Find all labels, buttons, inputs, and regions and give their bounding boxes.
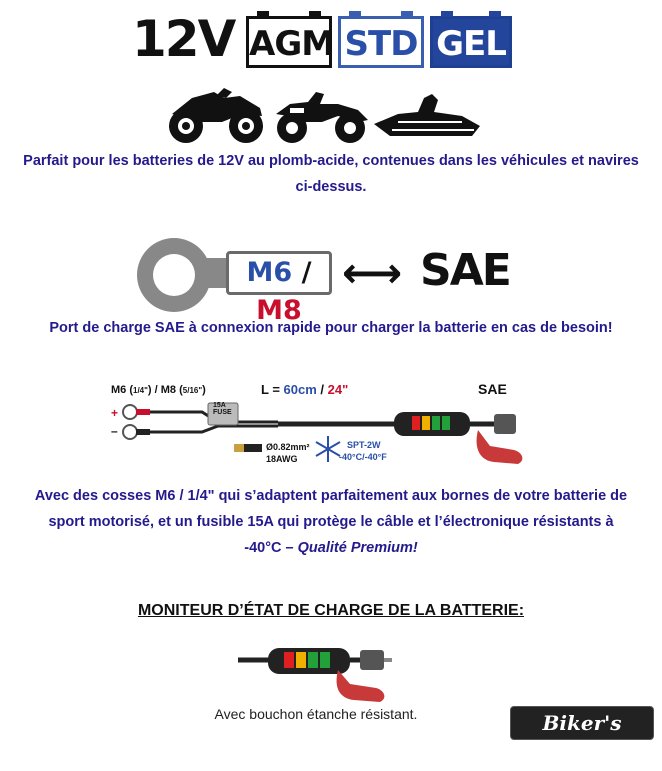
vehicles-illustration	[162, 84, 492, 146]
length-cm: 60cm	[283, 382, 317, 397]
wire-awg: 18AWG	[266, 454, 298, 464]
m6-label: M6	[246, 257, 293, 288]
sae-connector-icon	[494, 414, 516, 434]
size-label-part: )	[202, 384, 206, 396]
ring-terminal-hole	[153, 254, 195, 296]
premium-text: Qualité Premium!	[297, 540, 418, 556]
features-line-1: Avec des cosses M6 / 1/4" qui s’adaptent parfaitement aux bornes de votre batterie de	[34, 488, 628, 504]
motorcycle-icon	[169, 88, 263, 143]
double-arrow-icon: ⟷	[342, 248, 403, 297]
store-watermark: Biker's Store	[510, 706, 654, 740]
battery-terminal	[489, 11, 501, 17]
temp-spec	[339, 439, 387, 463]
agm-battery-icon	[246, 16, 335, 68]
ring-terminal-positive	[123, 405, 150, 419]
terminal-size-label	[111, 384, 206, 396]
gel-battery-icon	[430, 16, 512, 68]
fuse-amp: 15A	[213, 402, 226, 409]
minus-sign: –	[111, 424, 118, 438]
monitor-title: MONITEUR D’ÉTAT DE CHARGE DE LA BATTERIE:	[137, 602, 525, 619]
size-fraction: 5/16"	[182, 386, 203, 395]
size-label-part: M6 (	[111, 384, 133, 396]
std-battery-icon	[338, 16, 424, 68]
battery-terminal	[349, 11, 361, 17]
std-label: STD	[344, 24, 418, 64]
agm-label: AGM	[249, 24, 335, 64]
size-fraction: 1/4"	[133, 386, 148, 395]
fuse-label	[213, 402, 232, 416]
gel-label: GEL	[436, 24, 506, 64]
jetski-icon	[374, 94, 480, 136]
m8-label: M8	[256, 295, 302, 326]
snowflake-icon	[316, 436, 340, 462]
ring-terminal-tab	[200, 258, 228, 288]
wire-diameter: Ø0.82mm²	[266, 442, 310, 452]
cap-caption: Avec bouchon étanche résistant.	[214, 706, 418, 722]
monitor-illustration	[238, 640, 418, 704]
size-label-part: ) / M8 (	[147, 384, 183, 396]
cable-sae-label: SAE	[478, 381, 507, 397]
length-inch: 24"	[327, 382, 349, 397]
sae-port-text: Port de charge SAE à connexion rapide pour charger la batterie en cas de besoin!	[49, 320, 613, 336]
compatibility-text: Parfait pour les batteries de 12V au plomb-acide, contenues dans les véhicules et navires ci-dessus.	[23, 153, 639, 195]
battery-terminal	[309, 11, 321, 17]
spt-label: SPT-2W	[347, 440, 381, 450]
features-line-2: sport motorisé, et un fusible 15A qui protège le câble et l’électronique résistants à	[48, 514, 614, 530]
plus-sign: +	[111, 406, 119, 420]
ring-terminal-negative	[123, 425, 150, 439]
negative-wire	[150, 426, 278, 432]
ring-size-label	[226, 251, 332, 326]
battery-terminal	[401, 11, 413, 17]
size-separator: /	[292, 257, 312, 288]
battery-terminal	[257, 11, 269, 17]
bullet-connector-icon	[234, 444, 262, 452]
sae-label: SAE	[420, 245, 510, 296]
battery-terminal	[441, 11, 453, 17]
features-line-3	[10, 535, 652, 561]
atv-icon	[276, 92, 368, 143]
length-sep: /	[316, 382, 328, 397]
red-cap-icon	[477, 430, 523, 464]
fuse-word: FUSE	[213, 409, 232, 416]
cable-length-label	[261, 382, 348, 397]
cable-diagram	[118, 400, 566, 476]
temp-text: -40°C –	[244, 540, 298, 556]
voltage-label: 12V	[132, 10, 235, 68]
wire-spec	[266, 441, 310, 465]
features-text	[10, 483, 652, 561]
sae-plug-icon	[360, 650, 384, 670]
waterproof-cap-icon	[337, 670, 385, 702]
temp-range: -40°C/-40°F	[339, 452, 387, 462]
length-prefix: L =	[261, 382, 284, 397]
